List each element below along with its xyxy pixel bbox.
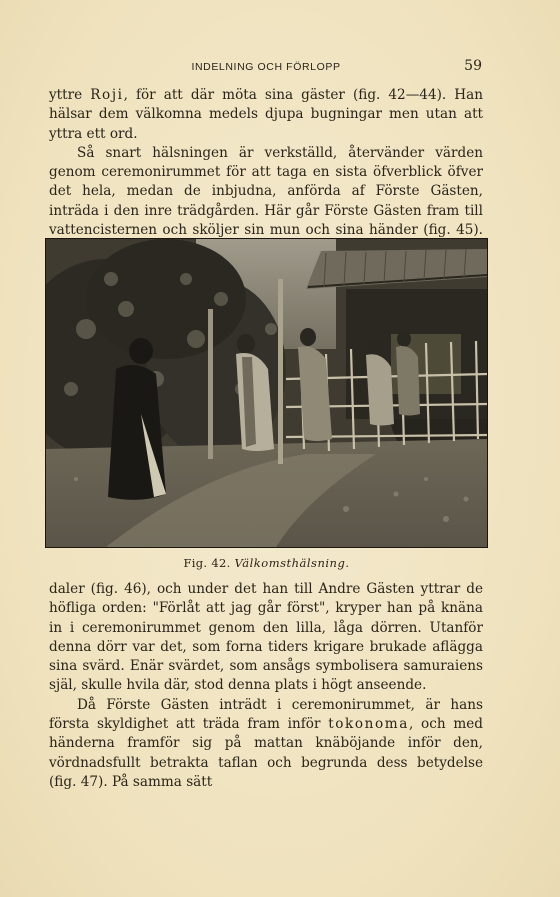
photo-figure	[45, 238, 488, 548]
text-block-bottom	[49, 580, 483, 792]
figure-caption	[45, 556, 488, 570]
text-block-top	[49, 86, 483, 260]
running-head: INDELNING OCH FÖRLOPP	[191, 61, 341, 73]
garden-photo	[46, 239, 487, 547]
paragraph-3: daler (fig. 46), och under det han till Andre Gästen yttrar de höfliga orden: "Förlåt att jag går först", kryper han på knäna in i ceremonirummet genom den lilla, låga dörren. Utanför denna dörr var det, som forna tiders krigare brukade aflägga sina svärd. Enär svärdet, som ansågs symbolisera samuraiens själ, skulle hvila där, stod denna plats i högt anseende.	[49, 581, 483, 694]
term-roji: Roji	[90, 87, 124, 103]
p4-rest: , och med händerna framför sig på mattan knäböjande inför den, vördnadsfullt betrakta taflan och begrunda dess betydelse (fig. 47). På samma sätt	[49, 716, 483, 790]
paragraph-4	[49, 696, 483, 792]
page-header	[48, 58, 484, 78]
p1-rest: , för att där möta sina gäster (fig. 42—44). Han hälsar dem välkomna medels djupa bugningar men utan att yttra ett ord.	[49, 87, 483, 142]
page-number: 59	[464, 58, 482, 74]
caption-label: Fig. 42.	[183, 556, 231, 570]
caption-title: Välkomsthälsning.	[234, 556, 350, 570]
pole-right	[278, 279, 283, 464]
pole-left	[208, 309, 213, 459]
p1-lead: yttre	[49, 87, 91, 103]
p4-lead: Då Förste Gästen inträdt i ceremonirummet, är hans första skyldighet att träda fram inför	[49, 696, 483, 733]
paragraph-2: Så snart hälsningen är verkställd, återvänder värden genom ceremonirummet för att taga en sista öfverblick öfver det hela, medan de inbjudna, anförda af Förste Gästen, inträda i den inre trädgården. Här går Förste Gästen fram till vattencisternen och sköljer sin mun och sina händer (fig. 45).	[49, 144, 483, 239]
term-tokonoma: tokonoma	[328, 716, 409, 733]
paragraph-1	[49, 86, 483, 144]
